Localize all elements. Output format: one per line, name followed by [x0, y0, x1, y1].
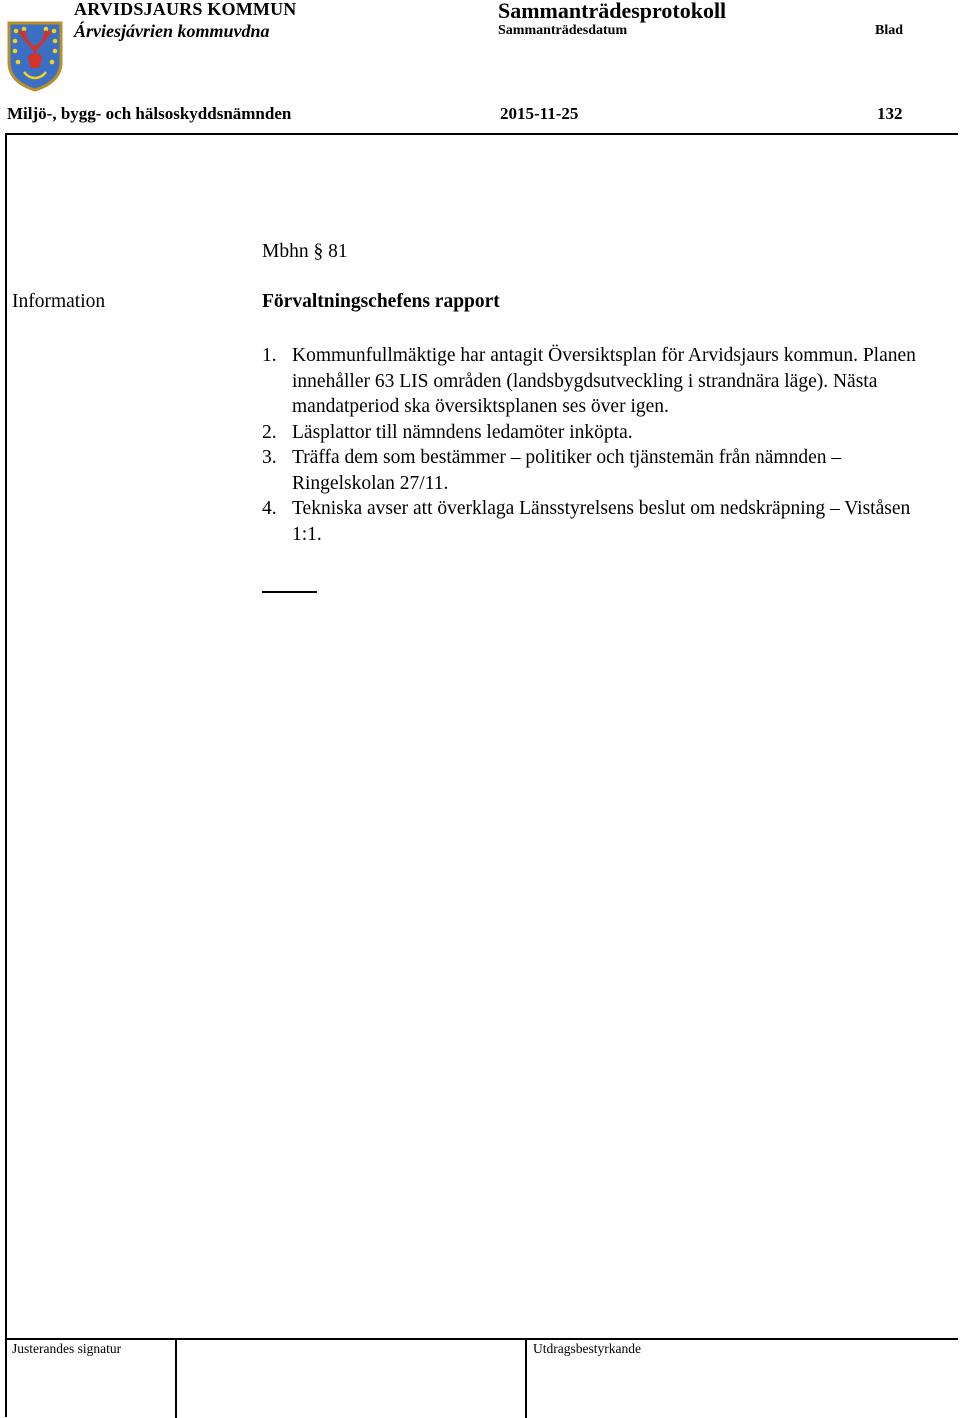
list-item	[262, 445, 942, 496]
list-item	[262, 420, 942, 446]
document-title: Sammanträdesprotokoll	[498, 0, 727, 23]
paragraph-reference: Mbhn § 81	[262, 241, 348, 262]
meeting-date: 2015-11-25	[500, 104, 579, 123]
committee-name: Miljö-, bygg- och hälsoskyddsnämnden	[7, 104, 292, 123]
org-name: ARVIDSJAURS KOMMUN	[74, 0, 297, 19]
frame-top-rule	[5, 133, 958, 135]
extract-certification-label: Utdragsbestyrkande	[533, 1341, 641, 1356]
page-number: 132	[877, 104, 903, 123]
frame-left-rule	[5, 133, 7, 1417]
list-item-text: Kommunfullmäktige har antagit Översiktsplan för Arvidsjaurs kommun. Planen innehåller 63 LIS områden (landsbygdsutveckling i strandnära läge). Nästa mandatperiod ska översiktsplanen ses över igen.	[292, 345, 916, 417]
list-item	[262, 496, 942, 547]
list-item	[262, 343, 942, 420]
list-item-number: 3.	[262, 447, 277, 468]
section-heading: Förvaltningschefens rapport	[262, 291, 500, 312]
list-item-number: 4.	[262, 498, 277, 519]
list-item-text: Läsplattor till nämndens ledamöter inköpta.	[292, 421, 633, 443]
footer-top-rule	[5, 1338, 958, 1340]
page-label: Blad	[875, 23, 904, 38]
org-name-sami: Árviesjávrien kommuvdna	[74, 21, 270, 41]
list-item-number: 2.	[262, 421, 277, 443]
signature-label: Justerandes signatur	[12, 1341, 122, 1356]
footer-divider	[175, 1338, 177, 1418]
coat-of-arms-icon	[6, 20, 64, 92]
report-list	[262, 343, 942, 547]
list-item-text: Tekniska avser att överklaga Länsstyrelsens beslut om nedskräpning – Viståsen 1:1.	[292, 498, 911, 545]
list-item-text: Träffa dem som bestämmer – politiker och tjänstemän från nämnden – Ringelskolan 27/11.	[292, 447, 842, 494]
list-item-number: 1.	[262, 345, 277, 366]
section-label: Information	[12, 291, 106, 312]
meeting-date-label: Sammanträdesdatum	[498, 23, 628, 38]
end-of-section-rule	[262, 591, 317, 593]
footer-divider	[525, 1338, 527, 1418]
